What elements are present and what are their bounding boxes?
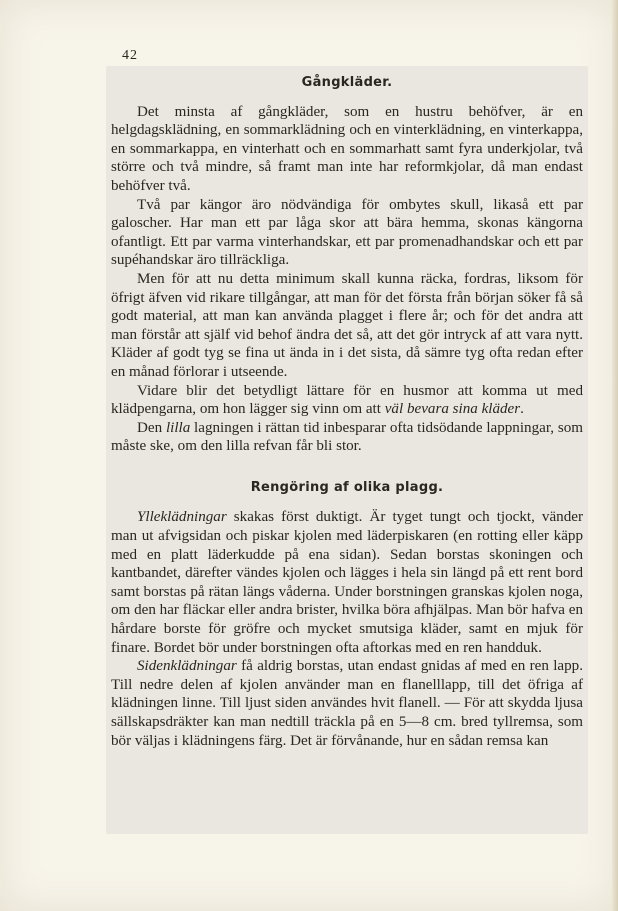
- paragraph: Men för att nu detta minimum skall kunna räcka, fordras, liksom för öfrigt äfven vid rikare tillgångar, att man för det första från början söker få så godt material, att man kan använda plagget i flere år; och för det andra att man förstår att själf vid behof ändra det så, att det gör intryck af att vara nytt. Kläder af godt tyg se fina ut ända in i det sista, då sämre tyg ofta redan efter en månad förlorar i utseende.: [111, 270, 583, 380]
- section-heading-gangklader: Gångkläder.: [301, 75, 393, 90]
- emphasis: Sidenklädningar: [137, 658, 237, 675]
- paragraph: Två par kängor äro nödvändiga för ombytes skull, likaså ett par galoscher. Har man ett par låga skor att bära hemma, skonas kängorna ofantligt. Ett par varma vinterhandskar, ett par promenadhandskar och ett par supéhandskar äro tillräckliga.: [111, 196, 583, 269]
- paragraph: Det minsta af gångkläder, som en hustru behöfver, är en helgdagsklädning, en sommarklädning och en vinterklädning, en vinterkappa, en sommarkappa, en vinterhatt och en sommarhatt samt fyra underkjolar, två större och två mindre, så framt man inte har reformkjolar, då man endast behöfver två.: [111, 103, 583, 194]
- page-number: 42: [122, 48, 138, 63]
- section-heading-rengoring: Rengöring af olika plagg.: [250, 479, 444, 495]
- emphasis: lilla: [165, 419, 191, 436]
- paragraph: Den lilla lagningen i rättan tid inbesparar ofta tidsödande lappningar, som måste ske, om den lilla refvan får bli stor.: [111, 419, 583, 455]
- emphasis: Ylleklädningar: [137, 509, 227, 526]
- paragraph: Vidare blir det betydligt lättare för en husmor att komma ut med klädpengarna, om hon lägger sig vinn om att väl bevara sina kläder.: [111, 382, 583, 418]
- page-edge: [612, 0, 618, 911]
- paragraph: Ylleklädningar skakas först duktigt. Är tyget tungt och tjockt, vänder man ut afvigsidan och piskar kjolen med läderpiskaren (en rotting eller käpp med en platt läderkudde på ena sidan). Sedan borstas skoningen och kantbandet, därefter vändes kjolen och lägges i hela sin längd på ett rent bord samt borstas på rätan längs våderna. Under borstningen granskas kjolen noga, om den har fläckar eller andra brister, hvilka böra afhjälpas. Man bör hafva en hårdare borste för gröfre och mycket smutsiga kläder, samt en mjuk för finare. Bordet bör under borstningen ofta aftorkas med en ren handduk.: [111, 509, 583, 656]
- emphasis: väl bevara sina kläder: [384, 401, 521, 418]
- paragraph: Sidenklädningar få aldrig borstas, utan endast gnidas af med en ren lapp. Till nedre delen af kjolen använder man en flanelllapp, till det öfriga af klädningen linne. Till ljust siden användes hvit flanell. — För att skydda ljusa sällskapsdräkter kan man nedtill träckla på en 5—8 cm. bred tyllremsa, som bör väljas i klädningens färg. Det är förvånande, hur en sådan remsa kan: [111, 658, 583, 749]
- page-content: [111, 74, 583, 750]
